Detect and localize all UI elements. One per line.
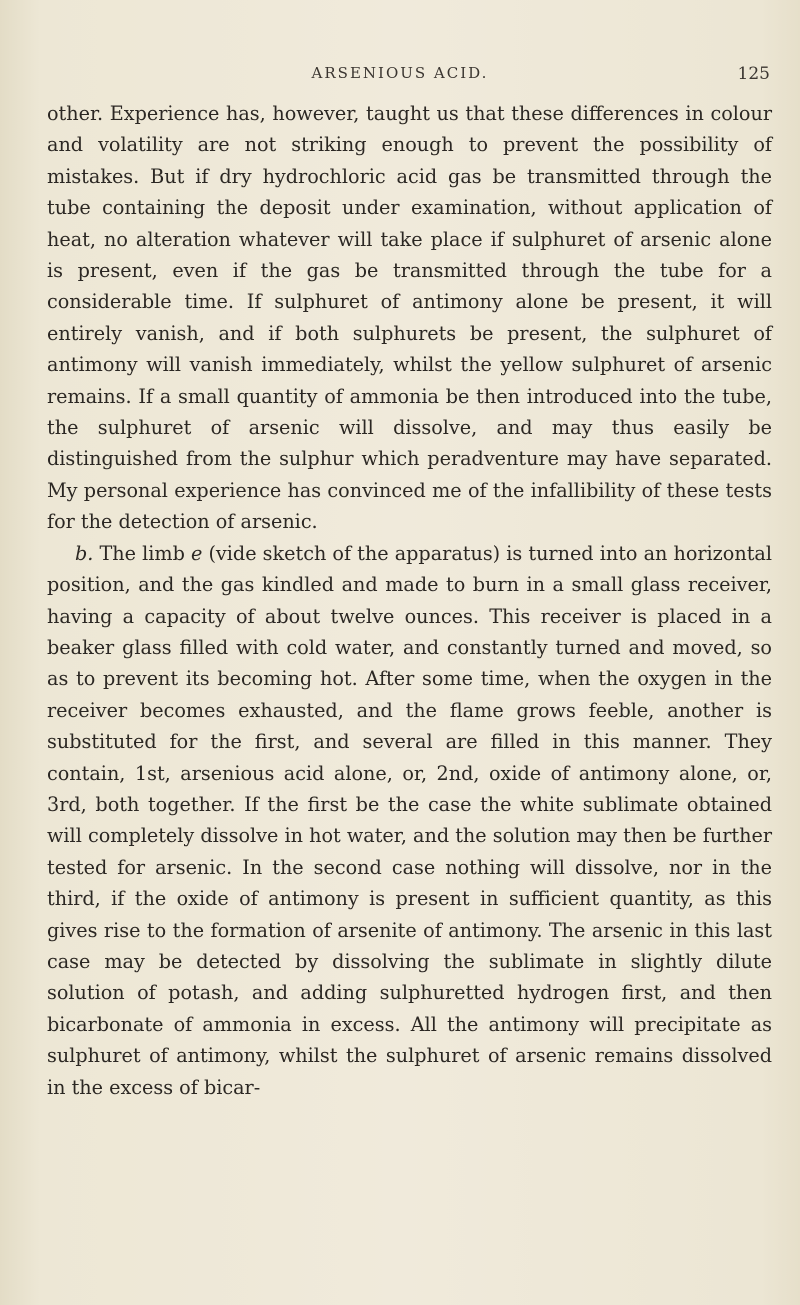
- paragraph-b-text: (vide sketch of the apparatus) is turned into an horizontal position, and the gas kindled and made to burn in a small glass receiver, having a capacity of about twelve ounces. This receiver is placed in a beaker glass filled with cold water, and constantly turned and moved, so as to prevent its becoming hot. After some time, when the oxygen in the receiver becomes exhausted, and the flame grows feeble, another is substituted for the first, and several are filled in this manner. They contain, 1st, arsenious acid alone, or, 2nd, oxide of antimony alone, or, 3rd, both together. If the first be the case the white sublimate obtained will completely dissolve in hot water, and the solution may then be further tested for arsenic. In the second case nothing will dissolve, nor in the third, if the oxide of antimony is present in sufficient quantity, as this gives rise to the formation of arsenite of antimony. The arsenic in this last case may be detected by dissolving the sublimate in slightly dilute solution of potash, and adding sulphuretted hydrogen first, and then bicarbonate of ammonia in excess. All the antimony will precipitate as sulphuret of antimony, whilst the sulphuret of arsenic remains dissolved in the excess of bicar-: [47, 541, 772, 1099]
- page-header: [0, 64, 800, 88]
- page-number: 125: [737, 64, 770, 84]
- paragraph-continuation: other. Experience has, however, taught us that these differences in colour and volatility are not striking enough to prevent the possibility of mistakes. But if dry hydrochloric acid gas be transmitted through the tube containing the deposit under examination, without application of heat, no alteration whatever will take place if sulphuret of arsenic alone is present, even if the gas be transmitted through the tube for a considerable time. If sulphuret of antimony alone be present, it will entirely vanish, and if both sulphurets be present, the sulphuret of antimony will vanish immediately, whilst the yellow sulphuret of arsenic remains. If a small quantity of ammonia be then introduced into the tube, the sulphuret of arsenic will dissolve, and may thus easily be distinguished from the sulphur which peradventure may have separated. My personal experience has convinced me of the infallibility of these tests for the detection of arsenic.: [47, 102, 772, 534]
- body-text: [47, 98, 772, 1103]
- limb-label: e: [190, 541, 203, 565]
- running-head: ARSENIOUS ACID.: [311, 64, 489, 82]
- paragraph-b: [47, 538, 772, 1103]
- paragraph-b-text-start: The limb: [93, 541, 191, 565]
- item-letter: b.: [75, 541, 94, 565]
